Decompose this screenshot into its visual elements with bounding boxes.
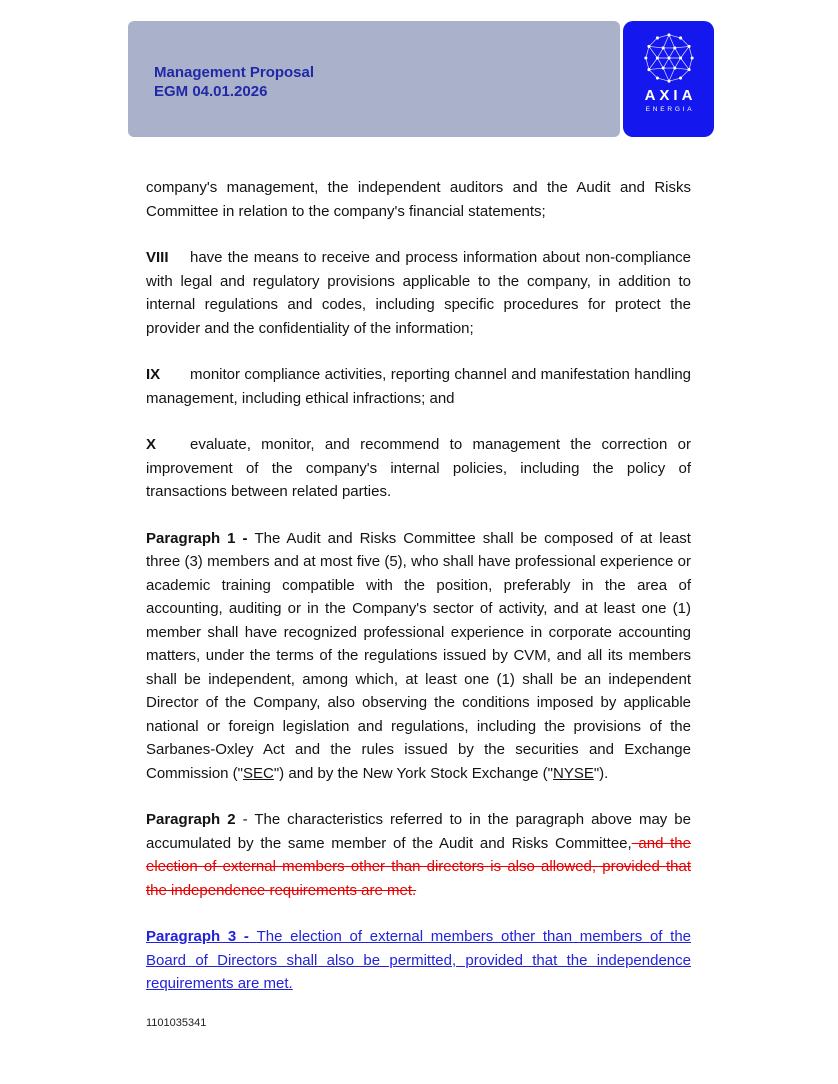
nyse-abbreviation: NYSE (553, 764, 594, 782)
paragraph-1-text-b: ") and by the New York Stock Exchange (" (273, 764, 553, 782)
paragraph-1-text-a: The Audit and Risks Committee shall be composed of at least three (3) members and at most five (5), who shall have professional experience or academic training compatible with the position, preferably in the area of accounting, auditing or in the Company's sector of activity, and at least one (1) member shall have recognized professional experience in corporate accounting matters, under the terms of the regulations issued by CVM, and all its members shall be independent, among which, at least one (1) shall be an independent Director of the Company, also observing the conditions imposed by applicable national or foreign legislation and regulations, including the provisions of the Sarbanes-Oxley Act and the rules issued by the securities and Exchange Commission (" (146, 529, 691, 782)
document-body (146, 176, 691, 1019)
paragraph-1 (146, 527, 691, 786)
geodesic-globe-icon (642, 31, 696, 85)
paragraph-3-inserted-text: The election of external members other than members of the Board of Directors shall also be permitted, provided that the independence requirements are met. (146, 928, 691, 992)
item-viii-numeral: VIII (146, 249, 169, 266)
document-title-line2: EGM 04.01.2026 (154, 83, 268, 100)
paragraph-intro-text: company's management, the independent auditors and the Audit and Risks Committee in relation to the company's financial statements; (146, 179, 691, 220)
paragraph-3-label: Paragraph 3 - (146, 928, 257, 945)
item-x-numeral: X (146, 436, 157, 453)
item-viii-text: have the means to receive and process information about non-compliance with legal and regulatory provisions applicable to the company, in addition to internal regulations and codes, including specific procedures for protect the provider and the confidentiality of the information; (146, 249, 691, 337)
paragraph-3 (146, 925, 691, 996)
paragraph-1-label: Paragraph 1 - (146, 529, 255, 547)
item-ix (146, 363, 691, 410)
company-logo (623, 21, 714, 137)
paragraph-1-text-c: "). (593, 764, 609, 782)
paragraph-2-kept-text: - The characteristics referred to in the paragraph above may be accumulated by the same member of the Audit and Risks Committee, (146, 811, 691, 852)
document-number: 1101035341 (146, 1017, 207, 1029)
item-ix-numeral: IX (146, 366, 161, 383)
header-banner (128, 21, 620, 137)
paragraph-2-label: Paragraph 2 (146, 811, 236, 828)
item-x (146, 433, 691, 504)
item-viii (146, 246, 691, 340)
document-title (128, 21, 620, 101)
paragraph-2 (146, 808, 691, 902)
logo-brand-subtext: ENERGIA (645, 106, 695, 113)
paragraph-intro (146, 176, 691, 223)
document-title-line1: Management Proposal (154, 64, 315, 81)
sec-abbreviation: SEC (243, 764, 274, 782)
logo-brand-text: AXIA (644, 87, 697, 104)
paragraph-2-deleted-text: and the election of external members other than directors is also allowed, provided that the independence requirements are met. (146, 834, 691, 899)
item-x-text: evaluate, monitor, and recommend to management the correction or improvement of the company's internal policies, including the policy of transactions between related parties. (146, 436, 691, 500)
item-ix-text: monitor compliance activities, reporting channel and manifestation handling management, including ethical infractions; and (146, 366, 691, 407)
